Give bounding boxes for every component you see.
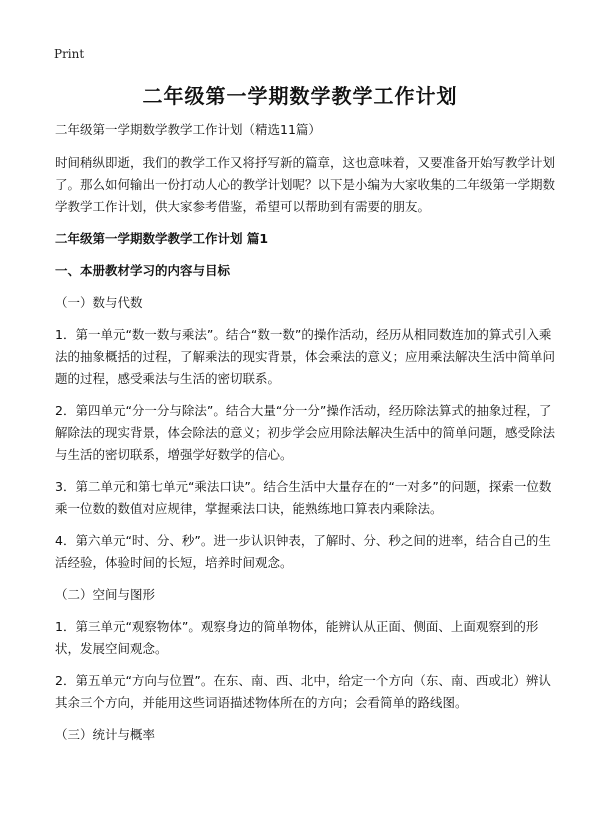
intro-paragraph: 时间稍纵即逝，我们的教学工作又将抒写新的篇章，这也意味着，又要准备开始写教学计划了。那么如何输出一份打动人心的教学计划呢？以下是小编为大家收集的二年级第一学期数学教学工作计划，供大家参考借鉴，希望可以帮助到有需要的朋友。 xyxy=(55,155,556,214)
print-link[interactable]: Print xyxy=(54,47,85,61)
list-item: 3．第二单元和第七单元“乘法口诀”。结合生活中大量存在的“一对多”的问题，探索一位数乘一位数的数值对应规律，掌握乘法口诀，能熟练地口算表内乘除法。 xyxy=(55,479,552,516)
document-body xyxy=(55,119,555,756)
heading-content-goals: 一、本册教材学习的内容与目标 xyxy=(55,263,231,278)
subheading-number-algebra: （一）数与代数 xyxy=(55,295,143,310)
subheading-statistics: （三）统计与概率 xyxy=(55,727,156,742)
page-title: 二年级第一学期数学教学工作计划 xyxy=(142,84,458,108)
document-subtitle: 二年级第一学期数学教学工作计划（精选11篇） xyxy=(55,122,321,137)
section-title: 二年级第一学期数学教学工作计划 篇1 xyxy=(55,231,269,246)
list-item: 1．第一单元“数一数与乘法”。结合“数一数”的操作活动，经历从相同数连加的算式引入乘法的抽象概括的过程，了解乘法的现实背景，体会乘法的意义；应用乘法解决生活中简单问题的过程，感受乘法与生活的密切联系。 xyxy=(55,327,556,386)
list-item: 1．第三单元“观察物体”。观察身边的简单物体，能辨认从正面、侧面、上面观察到的形状，发展空间观念。 xyxy=(55,619,539,656)
list-item: 2．第四单元“分一分与除法”。结合大量“分一分”操作活动，经历除法算式的抽象过程，了解除法的现实背景，体会除法的意义；初步学会应用除法解决生活中的简单问题，感受除法与生活的密切联系，增强学好数学的信心。 xyxy=(55,403,556,462)
list-item: 4．第六单元“时、分、秒”。进一步认识钟表，了解时、分、秒之间的进率，结合自己的生活经验，体验时间的长短，培养时间观念。 xyxy=(55,533,551,570)
list-item: 2．第五单元“方向与位置”。在东、南、西、北中，给定一个方向（东、南、西或北）辨认其余三个方向，并能用这些词语描述物体所在的方向；会看简单的路线图。 xyxy=(55,673,551,710)
subheading-space-shape: （二）空间与图形 xyxy=(55,587,156,602)
